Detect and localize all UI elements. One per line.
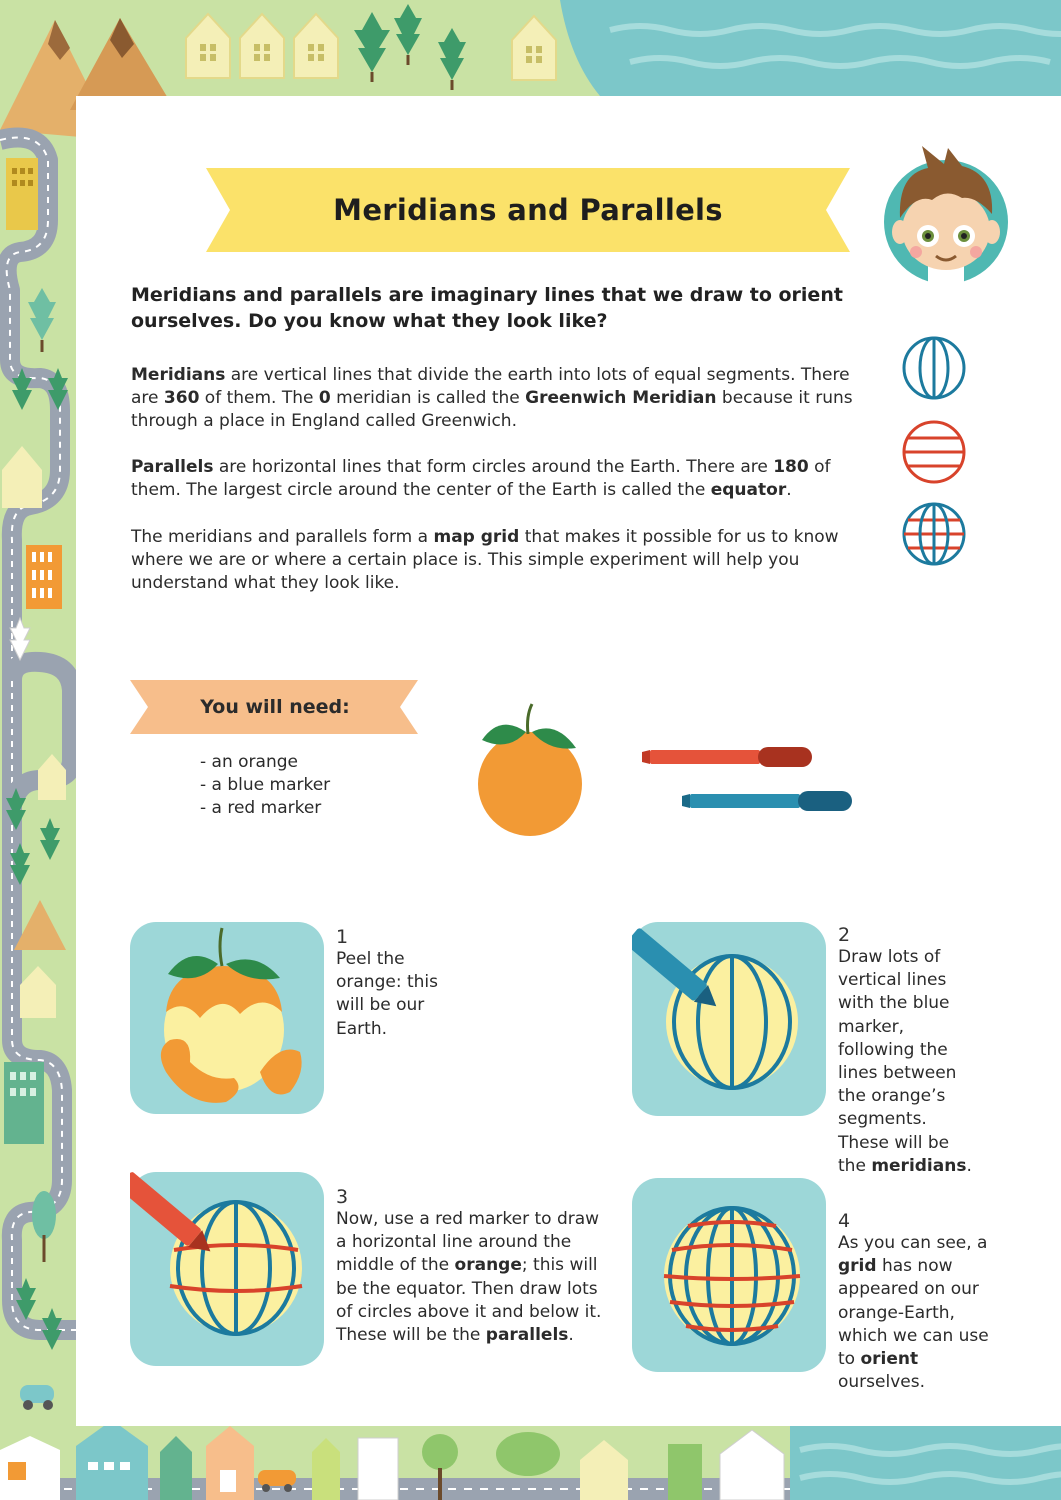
- step-4-image: [632, 1178, 826, 1372]
- sea-bottom: [780, 1426, 1061, 1500]
- step-1: [336, 926, 456, 1041]
- step-4: [838, 1210, 998, 1394]
- step-number: 1: [336, 926, 349, 948]
- intro-text: Meridians and parallels are imaginary lines that we draw to orient ourselves. Do you know what they look like?: [131, 284, 843, 332]
- list-item: - a blue marker: [200, 775, 331, 795]
- step-text: Draw lots of vertical lines with the blue marker, following the lines between the orange’s segments. These will be the meridians.: [838, 947, 972, 1176]
- step-2: [838, 924, 974, 1178]
- orange-icon: [470, 696, 590, 840]
- sea-top: [560, 0, 1061, 96]
- step-number: 2: [838, 924, 851, 946]
- step-3: [336, 1186, 608, 1347]
- step-number: 4: [838, 1210, 851, 1232]
- blue-marker-icon: [680, 788, 856, 816]
- step-text: As you can see, a grid has now appeared on our orange-Earth, which we can use to orient ourselves.: [838, 1233, 989, 1393]
- paragraph-map-grid: The meridians and parallels form a map grid that makes it possible for us to know where we are or where a certain place is. This simple experiment will help you understand what they look like.: [131, 527, 839, 593]
- step-3-image: [130, 1172, 324, 1366]
- page-title: Meridians and Parallels: [333, 193, 723, 227]
- meridians-globe-icon: [900, 334, 968, 402]
- step-text: Peel the orange: this will be our Earth.: [336, 949, 438, 1039]
- need-heading: You will need:: [200, 696, 350, 718]
- step-1-image: [130, 922, 324, 1114]
- boy-avatar-icon: [876, 144, 1016, 284]
- list-item: - an orange: [200, 752, 298, 772]
- grid-globe-icon: [900, 500, 968, 568]
- list-item: - a red marker: [200, 798, 322, 818]
- step-number: 3: [336, 1186, 349, 1208]
- paragraph-meridians: Meridians are vertical lines that divide the earth into lots of equal segments. There are 360 of them. The 0 meridian is called the Greenwich Meridian because it runs through a place in England called Greenwich.: [131, 365, 853, 431]
- step-text: Now, use a red marker to draw a horizontal line around the middle of the orange; this will be the equator. Then draw lots of circles above it and below it. These will be the parallels.: [336, 1209, 602, 1346]
- red-marker-icon: [640, 744, 816, 772]
- paragraph-parallels: Parallels are horizontal lines that form circles around the Earth. There are 180 of them. The largest circle around the center of the Earth is called the equator.: [131, 457, 831, 500]
- need-list: [200, 751, 330, 820]
- step-2-image: [632, 922, 826, 1116]
- parallels-globe-icon: [900, 418, 968, 486]
